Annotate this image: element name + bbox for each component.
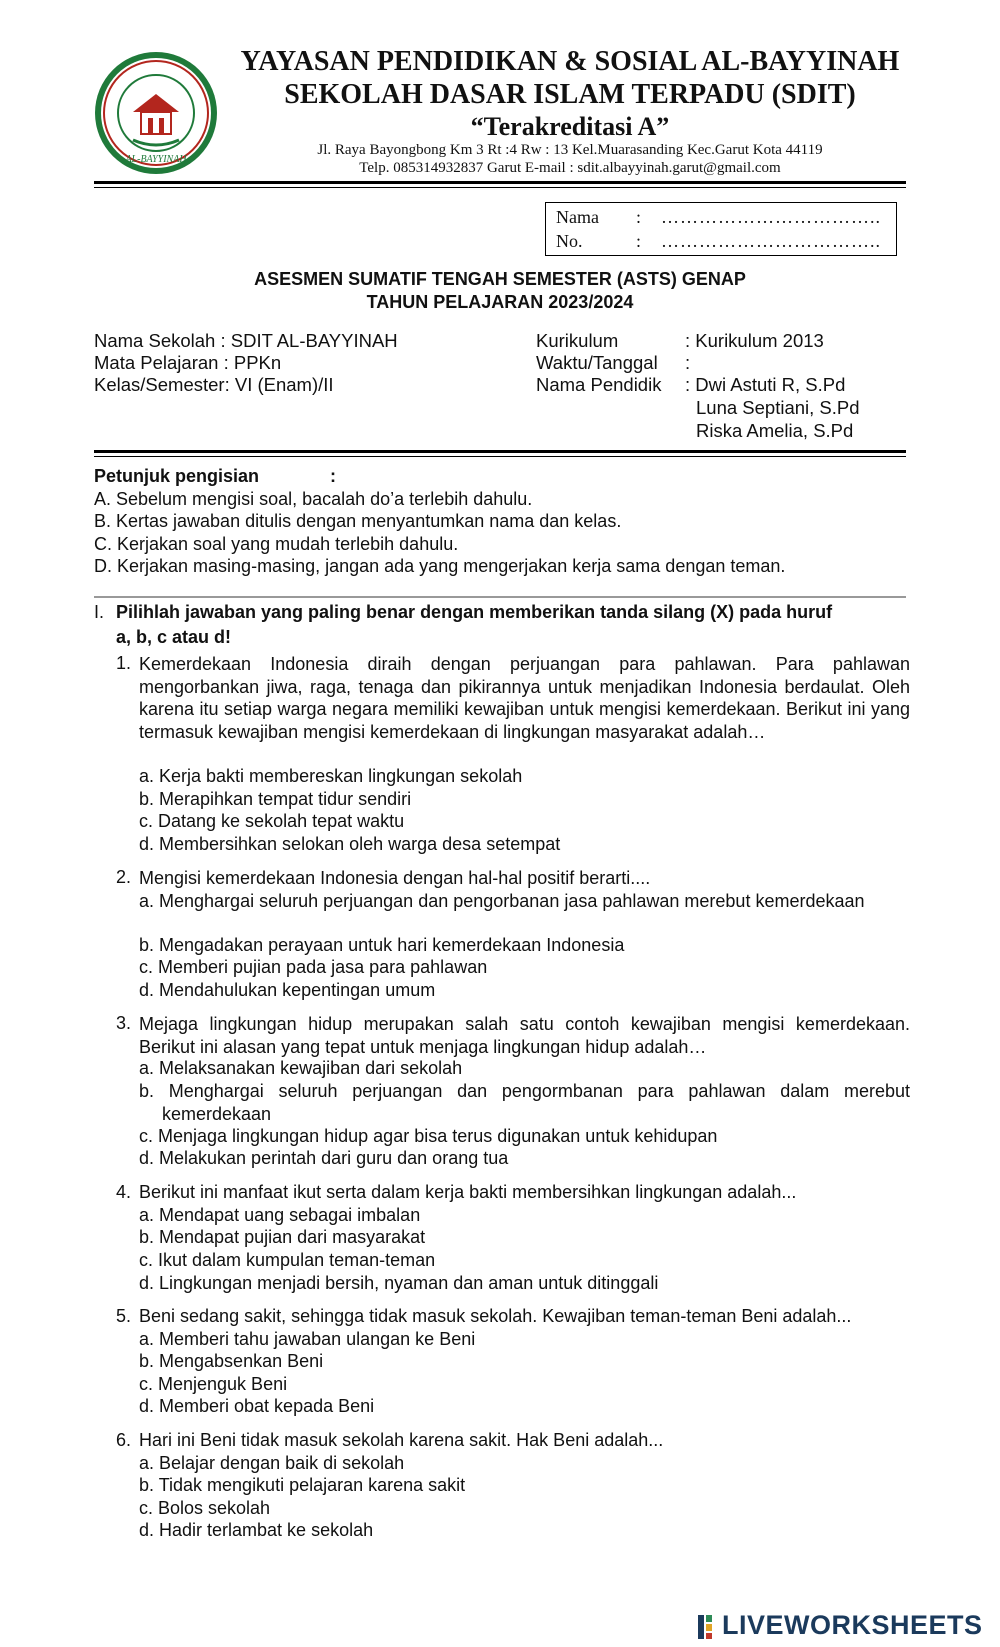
exam-title: ASESMEN SUMATIF TENGAH SEMESTER (ASTS) GENAP (254, 269, 746, 289)
school-name: SEKOLAH DASAR ISLAM TERPADU (SDIT) (284, 79, 856, 110)
number-label: No. (556, 231, 583, 251)
question-6-option-a[interactable]: a. Belajar dengan baik di sekolah (139, 1453, 405, 1473)
info-teacher-value: : Dwi Astuti R, S.Pd (685, 374, 846, 395)
info-time-label: Waktu/Tanggal (536, 352, 658, 373)
info-curriculum-label: Kurikulum (536, 330, 619, 351)
name-field[interactable]: …………………………….. (661, 207, 881, 227)
info-teacher-3: Riska Amelia, S.Pd (696, 420, 854, 441)
question-4-text: Berikut ini manfaat ikut serta dalam kerja bakti membersihkan lingkungan adalah... (139, 1182, 797, 1202)
instruction-a: A. Sebelum mengisi soal, bacalah do’a terlebih dahulu. (94, 489, 533, 509)
number-field[interactable]: …………………………….. (661, 231, 881, 251)
school-contact: Telp. 085314932837 Garut E-mail : sdit.albayyinah.garut@gmail.com (359, 160, 781, 176)
student-name-box (545, 202, 897, 256)
question-2-number: 2. (116, 867, 132, 887)
question-3-option-b[interactable]: b. Menghargai seluruh perjuangan dan pengormbanan para pahlawan dalam merebut kemerdekaan (139, 1081, 910, 1124)
question-3-option-a[interactable]: a. Melaksanakan kewajiban dari sekolah (139, 1058, 463, 1078)
instructions-colon: : (330, 466, 336, 486)
info-teacher-2: Luna Septiani, S.Pd (696, 397, 860, 418)
instructions-heading: Petunjuk pengisian (94, 466, 260, 486)
info-rule-thin (94, 456, 906, 457)
question-2-option-a[interactable]: a. Menghargai seluruh perjuangan dan pengorbanan jasa pahlawan merebut kemerdekaan (139, 891, 865, 911)
question-1-option-b[interactable]: b. Merapihkan tempat tidur sendiri (139, 789, 412, 809)
question-4-option-b[interactable]: b. Mendapat pujian dari masyarakat (139, 1227, 426, 1247)
name-colon: : (636, 207, 642, 227)
question-3-option-c[interactable]: c. Menjaga lingkungan hidup agar bisa terus digunakan untuk kehidupan (139, 1126, 718, 1146)
question-5-number: 5. (116, 1306, 132, 1326)
question-5-option-d[interactable]: d. Memberi obat kepada Beni (139, 1396, 375, 1416)
info-subject: Mata Pelajaran : PPKn (94, 352, 282, 373)
question-6-option-b[interactable]: b. Tidak mengikuti pelajaran karena sakit (139, 1475, 466, 1495)
school-address: Jl. Raya Bayongbong Km 3 Rt :4 Rw : 13 Kel.Muarasanding Kec.Garut Kota 44119 (317, 142, 823, 158)
instruction-c: C. Kerjakan soal yang mudah terlebih dahulu. (94, 534, 459, 554)
info-rule-thick (94, 450, 906, 453)
info-curriculum-value: : Kurikulum 2013 (685, 330, 824, 351)
section-instruction: Pilihlah jawaban yang paling benar dengan memberikan tanda silang (X) pada huruf (116, 602, 833, 622)
question-5-option-a[interactable]: a. Memberi tahu jawaban ulangan ke Beni (139, 1329, 476, 1349)
header-rule-thin (94, 187, 906, 188)
question-4-option-a[interactable]: a. Mendapat uang sebagai imbalan (139, 1205, 421, 1225)
question-3-option-d[interactable]: d. Melakukan perintah dari guru dan orang tua (139, 1148, 509, 1168)
question-5-text: Beni sedang sakit, sehingga tidak masuk sekolah. Kewajiban teman-teman Beni adalah... (139, 1306, 852, 1326)
number-colon: : (636, 231, 642, 251)
question-6-option-d[interactable]: d. Hadir terlambat ke sekolah (139, 1520, 374, 1540)
question-6-option-c[interactable]: c. Bolos sekolah (139, 1498, 271, 1518)
question-1-option-a[interactable]: a. Kerja bakti membereskan lingkungan sekolah (139, 766, 523, 786)
question-1-number: 1. (116, 653, 132, 673)
question-5-option-b[interactable]: b. Mengabsenkan Beni (139, 1351, 324, 1371)
section-number: I. (94, 602, 105, 622)
info-school: Nama Sekolah : SDIT AL-BAYYINAH (94, 330, 398, 351)
question-2-option-c[interactable]: c. Memberi pujian pada jasa para pahlawan (139, 957, 488, 977)
question-3-number: 3. (116, 1013, 132, 1033)
foundation-name: YAYASAN PENDIDIKAN & SOSIAL AL-BAYYINAH (240, 46, 900, 77)
instruction-d: D. Kerjakan masing-masing, jangan ada yang mengerjakan kerja sama dengan teman. (94, 556, 786, 576)
info-class: Kelas/Semester: VI (Enam)/II (94, 374, 334, 395)
question-5-option-c[interactable]: c. Menjenguk Beni (139, 1374, 288, 1394)
exam-year: TAHUN PELAJARAN 2023/2024 (366, 292, 634, 312)
question-1-option-c[interactable]: c. Datang ke sekolah tepat waktu (139, 811, 405, 831)
question-4-option-c[interactable]: c. Ikut dalam kumpulan teman-teman (139, 1250, 436, 1270)
question-4-number: 4. (116, 1182, 132, 1202)
info-teacher-label: Nama Pendidik (536, 374, 662, 395)
liveworksheets-watermark: LIVEWORKSHEETS (722, 1610, 983, 1640)
accreditation: “Terakreditasi A” (470, 112, 670, 141)
question-4-option-d[interactable]: d. Lingkungan menjadi bersih, nyaman dan aman untuk ditinggali (139, 1273, 659, 1293)
header-rule-thick (94, 181, 906, 184)
section-instruction-2: a, b, c atau d! (116, 627, 232, 647)
question-2-text: Mengisi kemerdekaan Indonesia dengan hal-hal positif berarti.... (139, 868, 651, 888)
question-1-text: Kemerdekaan Indonesia diraih dengan perjuangan para pahlawan. Para pahlawan mengorbankan jiwa, raga, tenaga dan pikirannya untuk menjadikan Indonesia berdaulat. Oleh karena itu setiap warga negara memiliki kewajiban untuk mengisi kemerdekaan. Berikut ini yang termasuk kewajiban mengisi kemerdekaan di lingkungan masyarakat adalah… (139, 654, 910, 742)
question-6-text: Hari ini Beni tidak masuk sekolah karena sakit. Hak Beni adalah... (139, 1430, 664, 1450)
section-rule (94, 596, 906, 598)
question-1-option-d[interactable]: d. Membersihkan selokan oleh warga desa setempat (139, 834, 561, 854)
liveworksheets-icon (698, 1615, 720, 1639)
question-2-option-b[interactable]: b. Mengadakan perayaan untuk hari kemerdekaan Indonesia (139, 935, 625, 955)
instruction-b: B. Kertas jawaban ditulis dengan menyantumkan nama dan kelas. (94, 511, 622, 531)
logo-text: AL-BAYYINAH (125, 154, 187, 165)
question-3-text: Mejaga lingkungan hidup merupakan salah satu contoh kewajiban mengisi kemerdekaan. Berikut ini alasan yang tepat untuk menjaga lingkungan hidup adalah… (139, 1014, 910, 1057)
name-label: Nama (556, 207, 599, 227)
question-2-option-d[interactable]: d. Mendahulukan kepentingan umum (139, 980, 436, 1000)
question-6-number: 6. (116, 1430, 132, 1450)
info-time-value: : (685, 352, 691, 373)
school-logo (93, 50, 219, 176)
